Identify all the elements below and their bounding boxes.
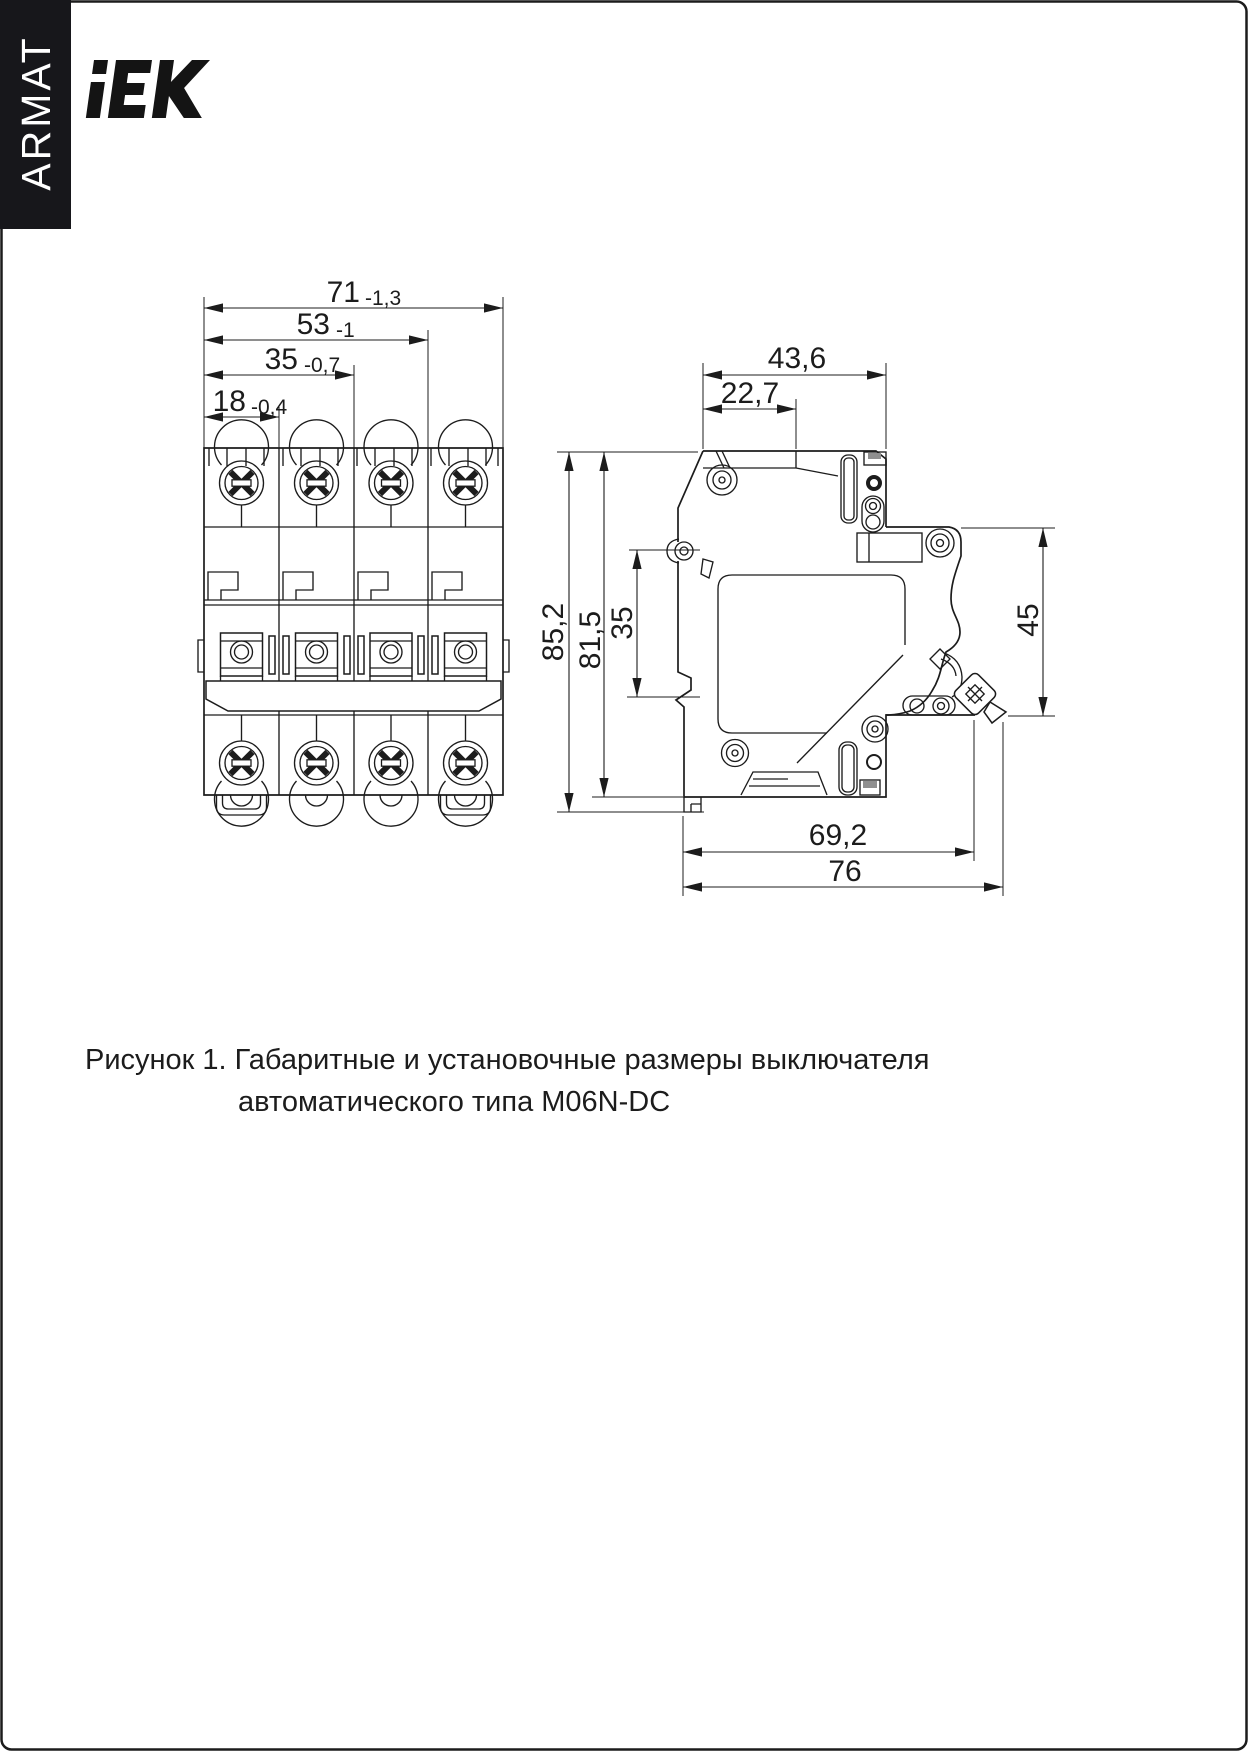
figure-caption — [85, 1044, 929, 1118]
dim-tol-71: -1,3 — [365, 287, 402, 310]
terminal-screw — [215, 420, 269, 527]
dim-tol-53: -1 — [336, 319, 355, 342]
dim-value-85-2: 85,2 — [537, 602, 570, 662]
side-rivet-top — [866, 499, 881, 514]
logo-i-dot — [92, 60, 108, 74]
side-outline-front-bottom — [676, 561, 975, 797]
side-screw-bottom-mid — [862, 716, 888, 742]
toggle-handle — [370, 633, 412, 676]
side-top-slot-inner — [844, 458, 854, 520]
side-view — [667, 451, 1006, 812]
dim-value-76: 76 — [828, 855, 862, 888]
side-bottom-block-fill — [863, 781, 877, 788]
side-outline-top — [703, 451, 886, 527]
dim-value-35: 35 — [264, 343, 298, 376]
dim-value-71: 71 — [326, 276, 360, 309]
side-screw-bottom-left — [722, 740, 749, 767]
side-chamfer-ridge — [797, 655, 903, 763]
side-foot — [684, 797, 701, 812]
terminal-screw — [290, 420, 344, 527]
side-outline-rear — [886, 527, 961, 715]
terminal-screw — [364, 715, 418, 826]
dim-value-22-7: 22,7 — [720, 377, 780, 410]
side-flange-screw-inner — [680, 547, 688, 555]
side-rivet-bottom — [866, 515, 880, 529]
side-rivet-top-center — [870, 503, 877, 510]
dim-value-35-side: 35 — [606, 606, 639, 640]
front-view-dimensions — [204, 276, 503, 448]
front-handle-tie-bar — [206, 681, 501, 711]
dim-value-18: 18 — [212, 385, 246, 418]
side-hole-bottom — [867, 755, 881, 769]
side-bottom-stadium-hole2-center — [938, 703, 945, 710]
dim-value-53: 53 — [296, 308, 330, 341]
terminal-screw — [439, 420, 493, 527]
logo-e — [108, 60, 152, 118]
toggle-handle — [221, 633, 263, 676]
front-indicator-tabs — [208, 572, 462, 600]
terminal-screw — [364, 420, 418, 527]
side-bottom-stadium — [903, 696, 955, 715]
side-bottom-slot-inner — [842, 745, 854, 792]
front-view — [198, 420, 509, 826]
side-bottom-trapezoid — [741, 772, 827, 795]
side-screw-top-left — [707, 465, 737, 495]
toggle-handle — [296, 633, 338, 676]
terminal-screw — [290, 715, 344, 826]
caption-line-2: автоматического типа M06N-DC — [238, 1086, 671, 1118]
dim-tol-18: -0,4 — [251, 396, 288, 419]
side-face-panel — [718, 575, 905, 733]
dim-tol-35: -0,7 — [304, 354, 341, 377]
front-foot-left — [217, 795, 267, 815]
iek-logo — [86, 60, 210, 118]
side-flange-screw-outer — [675, 542, 693, 560]
side-bottom-stadium-hole2 — [933, 698, 949, 714]
dim-value-81-5: 81,5 — [574, 610, 607, 670]
caption-line-1: Рисунок 1. Габаритные и установочные размеры выключателя — [85, 1044, 930, 1076]
side-view-dimensions — [537, 342, 1055, 896]
dim-value-45: 45 — [1012, 603, 1045, 637]
side-flange — [667, 539, 679, 563]
side-screw-rear — [926, 529, 954, 557]
side-rear-block — [857, 533, 922, 562]
side-outline-front-slant — [678, 451, 703, 542]
side-front-wedge — [701, 559, 713, 578]
side-top-notch-fill — [868, 453, 881, 459]
dim-value-69-2: 69,2 — [808, 819, 868, 852]
din-clip — [941, 653, 1006, 723]
brand-bar — [0, 0, 71, 229]
side-bottom-stadium-hole1 — [910, 699, 924, 713]
brand-vertical-label: ARMAT — [13, 35, 59, 191]
page-border — [2, 2, 1247, 1750]
side-top-face-details — [703, 451, 838, 476]
side-hole-top — [868, 477, 880, 489]
dim-value-43-6: 43,6 — [767, 342, 827, 375]
logo-k — [152, 60, 210, 118]
toggle-handle — [445, 633, 487, 676]
front-foot-right — [441, 795, 491, 815]
logo-i-stem — [86, 82, 105, 118]
